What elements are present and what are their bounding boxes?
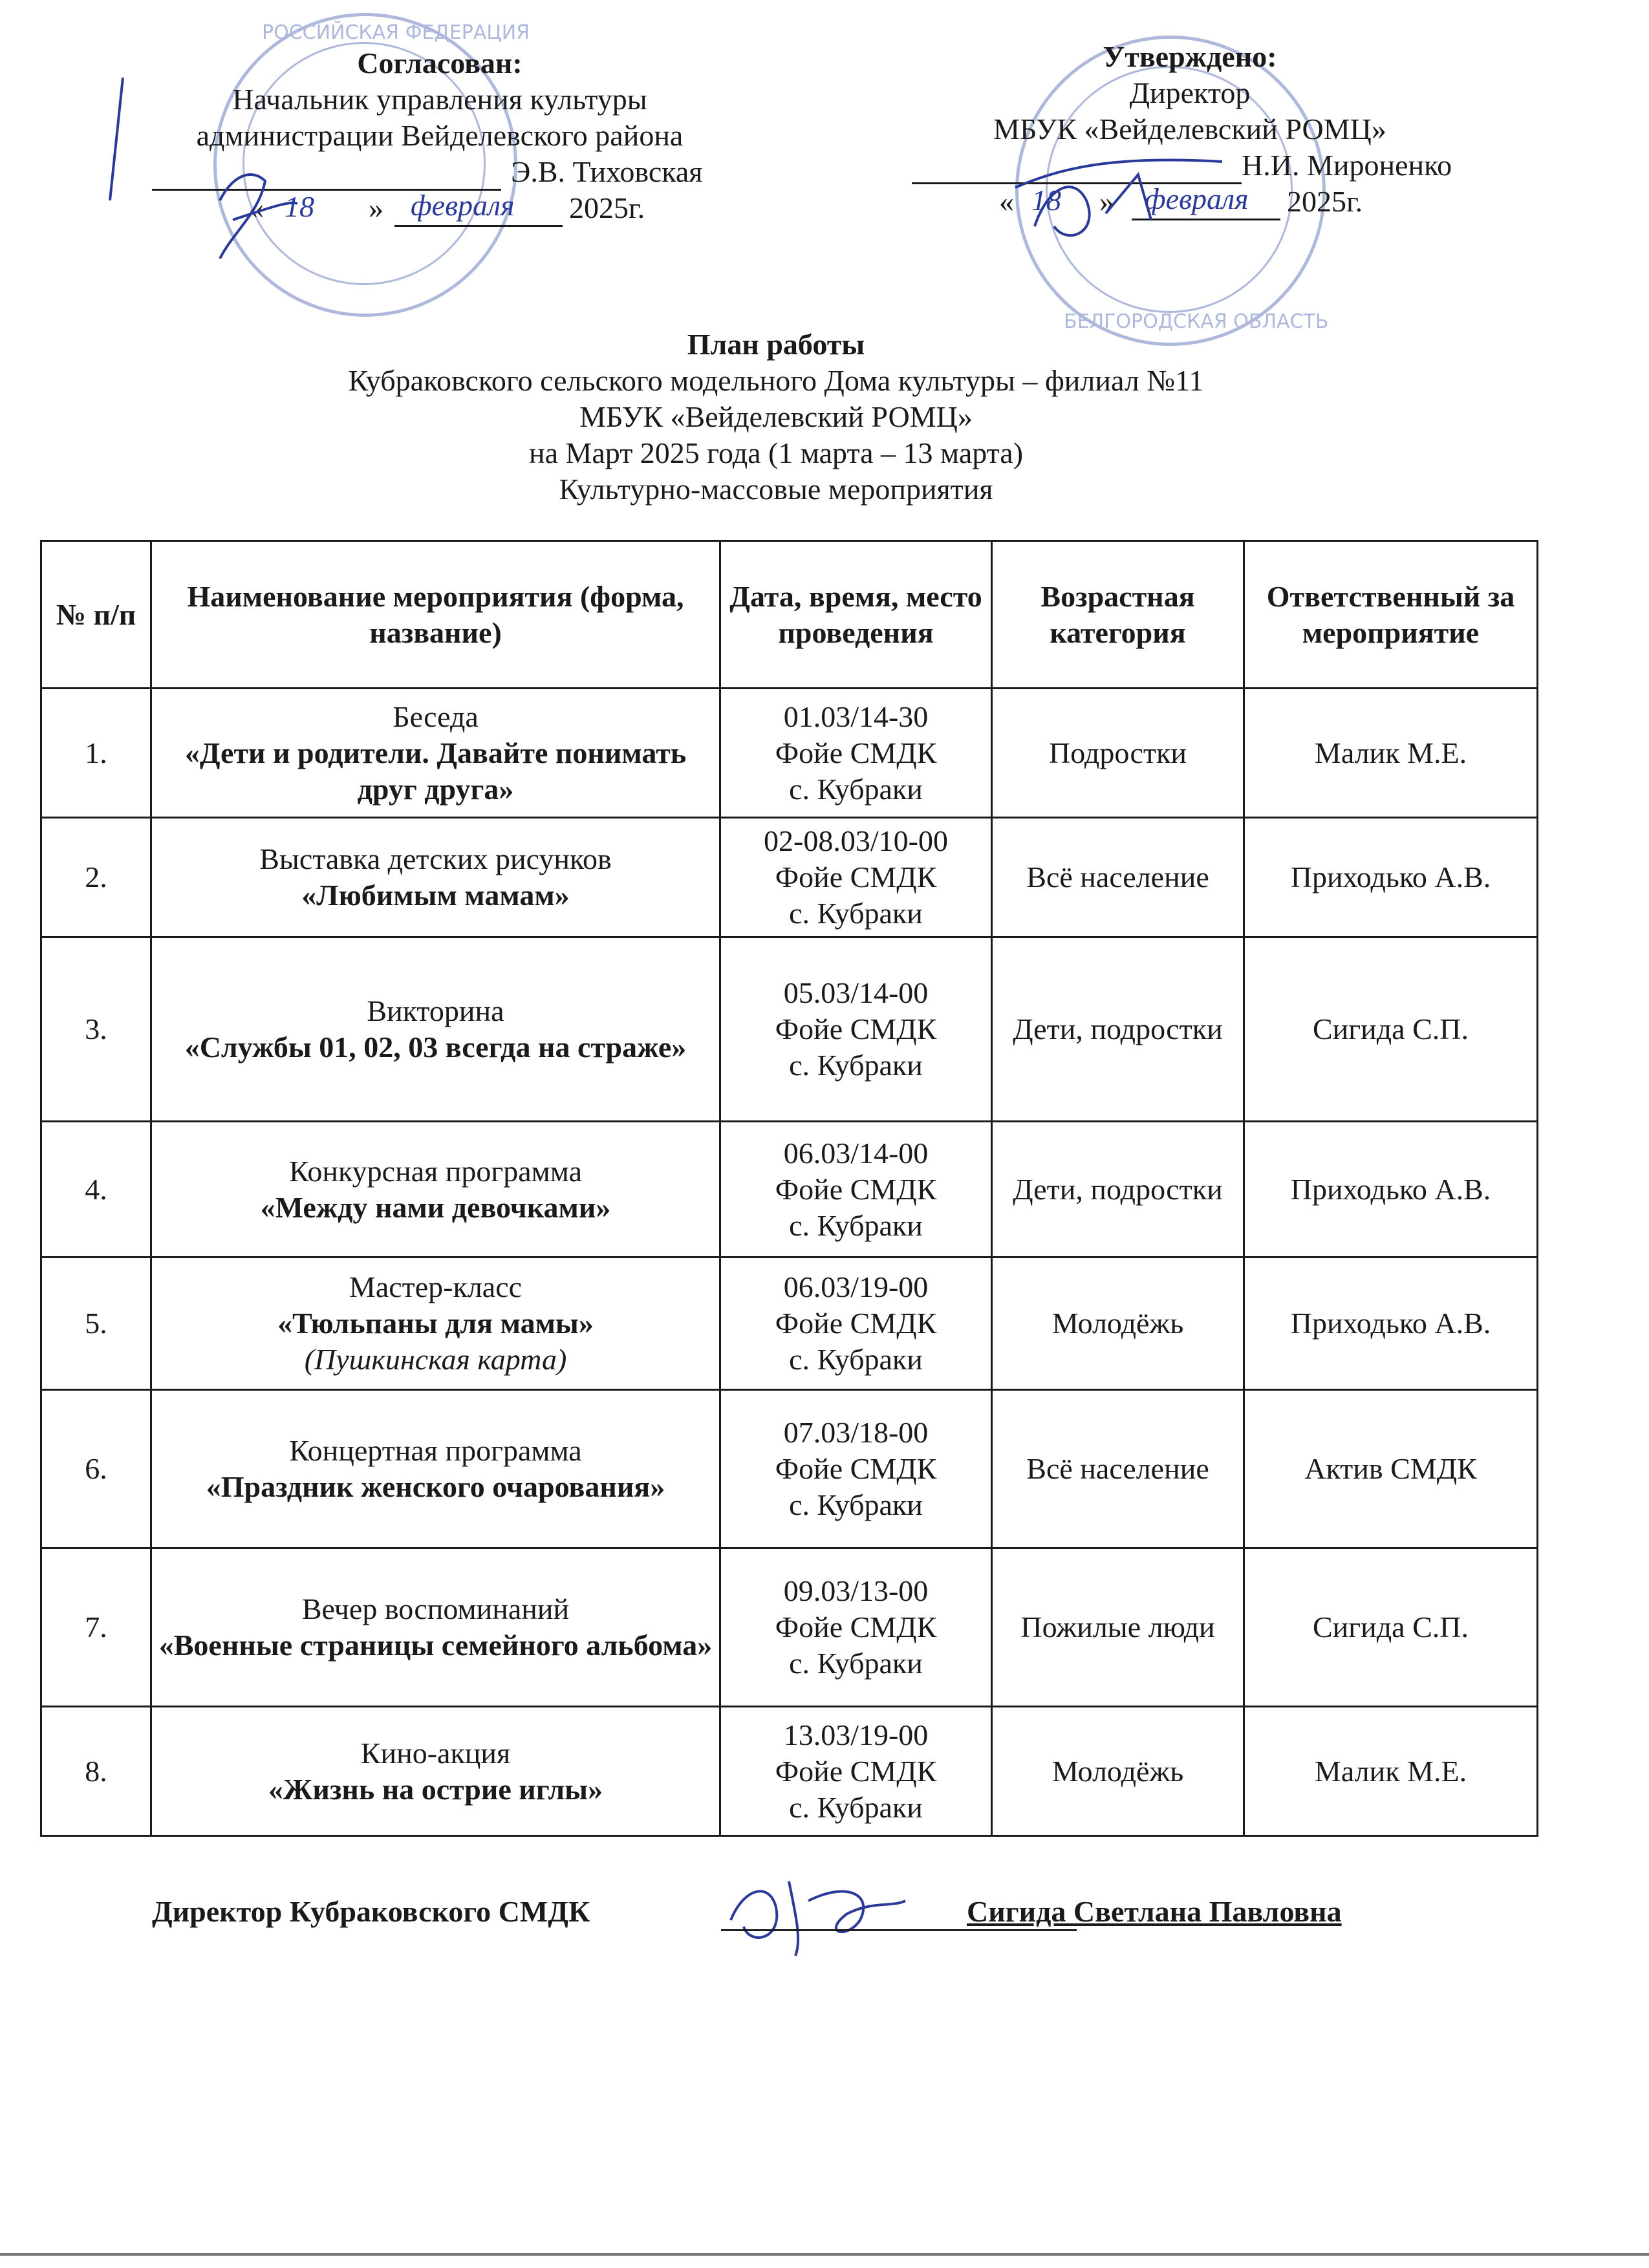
date-place-cell — [720, 1257, 992, 1390]
document-title — [0, 326, 1552, 508]
right-handwritten-signature — [1009, 149, 1242, 252]
event-name: «Любимым мамам» — [301, 879, 570, 912]
event-date: 06.03/14-00 — [783, 1136, 929, 1170]
header-number: № п/п — [41, 541, 151, 689]
event-cell — [151, 689, 720, 818]
table-header-row — [41, 541, 1538, 689]
title-line4: на Март 2025 года (1 марта – 13 марта) — [528, 436, 1024, 469]
approval-right-signer: Н.И. Мироненко — [1242, 149, 1452, 182]
date-day-handwritten: 18 — [285, 190, 314, 223]
event-cell — [151, 1390, 720, 1548]
event-date: 01.03/14-30 — [783, 700, 929, 733]
event-name: «Между нами девочками» — [260, 1190, 611, 1224]
event-place: Фойе СМДК — [775, 1754, 937, 1788]
table-row — [41, 689, 1538, 818]
header-event-name: Наименование мероприятия (форма, название) — [151, 541, 720, 689]
event-cell — [151, 1122, 720, 1257]
title-line2: Кубраковского сельского модельного Дома культуры – филиал №11 — [348, 364, 1204, 397]
event-place: Фойе СМДК — [775, 1012, 937, 1045]
age-category: Пожилые люди — [992, 1548, 1244, 1707]
approval-left-line1: Начальник управления культуры — [232, 83, 647, 116]
age-category: Молодёжь — [992, 1257, 1244, 1390]
age-category: Молодёжь — [992, 1707, 1244, 1836]
footer-director-name: Сигида Светлана Павловна — [967, 1895, 1342, 1928]
age-category: Всё население — [992, 1390, 1244, 1548]
event-note: (Пушкинская карта) — [304, 1343, 567, 1376]
event-type: Беседа — [393, 700, 479, 733]
event-village: с. Кубраки — [789, 1790, 923, 1824]
date-place-cell — [720, 818, 992, 937]
event-village: с. Кубраки — [789, 1049, 923, 1082]
date-month-handwritten: февраля — [1145, 182, 1249, 215]
right-stamp-text: БЕЛГОРОДСКАЯ ОБЛАСТЬ — [1064, 310, 1329, 333]
title-line3: МБУК «Вейделевский РОМЦ» — [579, 400, 973, 433]
event-name: «Военные страницы семейного альбома» — [158, 1629, 713, 1662]
event-cell — [151, 1548, 720, 1707]
row-number: 5. — [41, 1257, 151, 1390]
event-name: «Службы 01, 02, 03 всегда на страже» — [184, 1031, 687, 1064]
events-table — [40, 540, 1538, 1837]
responsible-person: Сигида С.П. — [1244, 937, 1538, 1122]
event-place: Фойе СМДК — [775, 1452, 937, 1485]
event-type: Выставка детских рисунков — [259, 842, 612, 875]
table-row — [41, 1122, 1538, 1257]
date-close-quote: » — [1099, 185, 1114, 218]
header-responsible: Ответственный за мероприятие — [1244, 541, 1538, 689]
left-stamp-text: РОССИЙСКАЯ ФЕДЕРАЦИЯ — [262, 21, 530, 44]
header-date-place: Дата, время, место проведения — [720, 541, 992, 689]
event-type: Кино-акция — [360, 1736, 511, 1770]
responsible-person: Малик М.Е. — [1244, 689, 1538, 818]
table-row — [41, 937, 1538, 1122]
age-category: Подростки — [992, 689, 1244, 818]
responsible-person: Сигида С.П. — [1244, 1548, 1538, 1707]
approval-right-line2: МБУК «Вейделевский РОМЦ» — [993, 112, 1386, 145]
event-type: Конкурсная программа — [288, 1154, 583, 1188]
row-number: 6. — [41, 1390, 151, 1548]
event-cell — [151, 818, 720, 937]
date-place-cell — [720, 1122, 992, 1257]
event-name: «Жизнь на острие иглы» — [268, 1772, 603, 1806]
footer-signature-block — [152, 1894, 1575, 1940]
event-cell — [151, 1257, 720, 1390]
scan-bottom-edge — [0, 2253, 1649, 2256]
event-date: 07.03/18-00 — [783, 1416, 929, 1449]
table-row — [41, 1390, 1538, 1548]
footer-signature-line — [721, 1929, 1077, 1931]
date-place-cell — [720, 1390, 992, 1548]
event-date: 06.03/19-00 — [783, 1270, 929, 1303]
approval-left-line2: администрации Вейделевского района — [196, 119, 684, 152]
row-number: 2. — [41, 818, 151, 937]
event-name: «Дети и родители. Давайте понимать друг друга» — [184, 736, 687, 806]
title-line1: План работы — [687, 328, 865, 361]
event-place: Фойе СМДК — [775, 1172, 937, 1206]
event-date: 09.03/13-00 — [783, 1574, 929, 1607]
date-month-handwritten: февраля — [411, 189, 515, 222]
responsible-person: Малик М.Е. — [1244, 1707, 1538, 1836]
date-close-quote: » — [369, 191, 383, 224]
approval-right-line1: Директор — [1129, 76, 1251, 109]
header-age-category: Возрастная категория — [992, 541, 1244, 689]
date-place-cell — [720, 689, 992, 818]
approval-left-signer: Э.В. Тиховская — [511, 155, 703, 188]
event-cell — [151, 1707, 720, 1836]
row-number: 1. — [41, 689, 151, 818]
row-number: 3. — [41, 937, 151, 1122]
event-village: с. Кубраки — [789, 897, 923, 930]
event-name: «Праздник женского очарования» — [206, 1470, 665, 1503]
event-place: Фойе СМДК — [775, 736, 937, 769]
event-date: 02-08.03/10-00 — [764, 824, 948, 857]
date-year: 2025г. — [569, 191, 645, 224]
responsible-person: Актив СМДК — [1244, 1390, 1538, 1548]
approval-right-heading: Утверждено: — [1103, 40, 1277, 73]
date-open-quote: « — [249, 191, 264, 224]
event-village: с. Кубраки — [789, 1647, 923, 1680]
date-place-cell — [720, 1548, 992, 1707]
row-number: 8. — [41, 1707, 151, 1836]
event-type: Концертная программа — [289, 1434, 582, 1467]
event-date: 13.03/19-00 — [783, 1718, 929, 1751]
age-category: Дети, подростки — [992, 937, 1244, 1122]
age-category: Дети, подростки — [992, 1122, 1244, 1257]
responsible-person: Приходько А.В. — [1244, 818, 1538, 937]
table-row — [41, 1707, 1538, 1836]
event-place: Фойе СМДК — [775, 1307, 937, 1340]
event-village: с. Кубраки — [789, 1488, 923, 1521]
event-name: «Тюльпаны для мамы» — [277, 1307, 594, 1340]
event-type: Вечер воспоминаний — [301, 1592, 570, 1625]
approval-left-heading: Согласован: — [357, 47, 523, 80]
left-handwritten-signature — [103, 65, 297, 259]
responsible-person: Приходько А.В. — [1244, 1122, 1538, 1257]
event-village: с. Кубраки — [789, 1208, 923, 1242]
date-place-cell — [720, 1707, 992, 1836]
event-type: Мастер-класс — [349, 1270, 523, 1303]
date-day-handwritten: 18 — [1031, 184, 1061, 217]
event-village: с. Кубраки — [789, 1343, 923, 1376]
age-category: Всё население — [992, 818, 1244, 937]
row-number: 7. — [41, 1548, 151, 1707]
event-place: Фойе СМДК — [775, 1610, 937, 1643]
table-row — [41, 1548, 1538, 1707]
title-line5: Культурно-массовые мероприятия — [559, 473, 993, 506]
event-date: 05.03/14-00 — [783, 976, 929, 1009]
event-village: с. Кубраки — [789, 772, 923, 806]
date-place-cell — [720, 937, 992, 1122]
row-number: 4. — [41, 1122, 151, 1257]
responsible-person: Приходько А.В. — [1244, 1257, 1538, 1390]
table-row — [41, 818, 1538, 937]
footer-title: Директор Кубраковского СМДК — [152, 1895, 590, 1928]
table-row — [41, 1257, 1538, 1390]
event-type: Викторина — [367, 994, 504, 1027]
date-year: 2025г. — [1287, 185, 1363, 218]
date-open-quote: « — [999, 185, 1014, 218]
event-place: Фойе СМДК — [775, 861, 937, 893]
date-month-line — [394, 190, 563, 227]
event-cell — [151, 937, 720, 1122]
